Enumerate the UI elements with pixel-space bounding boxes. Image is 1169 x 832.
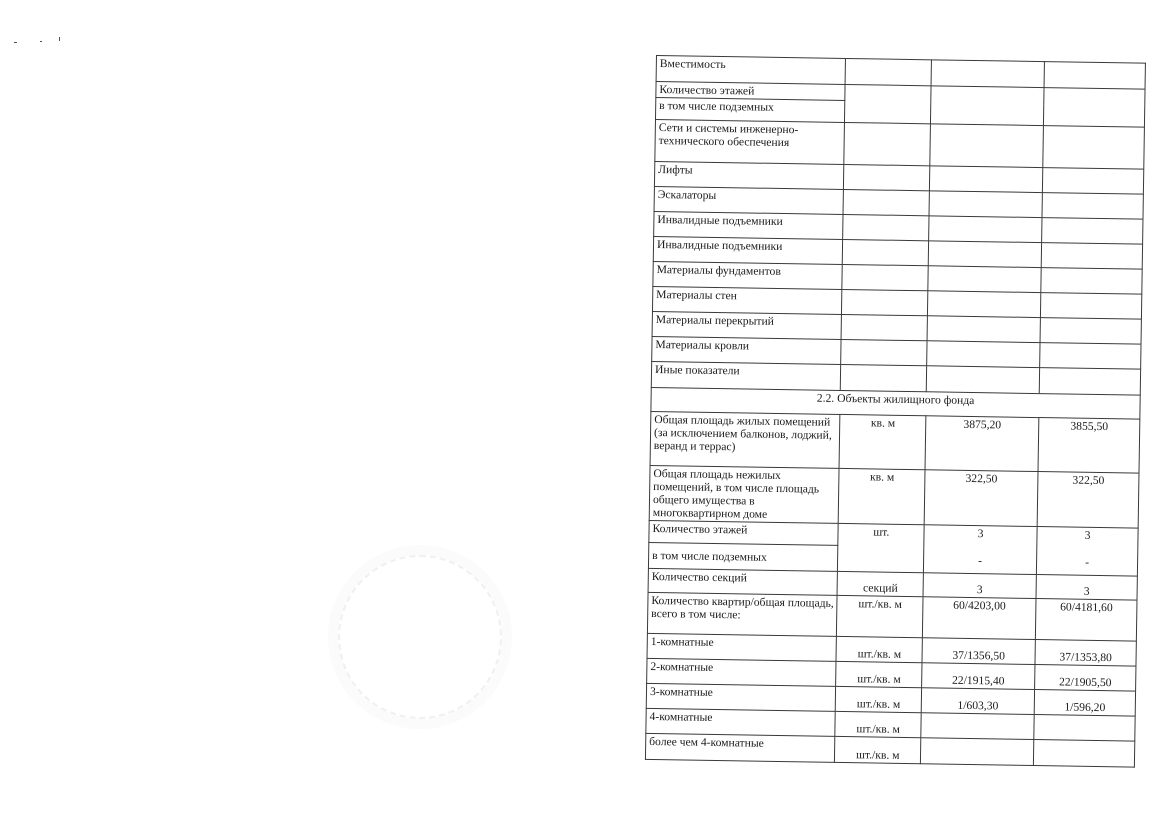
unit-cell [841, 339, 927, 365]
plan-value: - [923, 547, 1036, 575]
unit-cell [843, 239, 929, 265]
unit-cell [845, 84, 931, 123]
unit-cell [842, 289, 928, 315]
plan-cell [929, 191, 1042, 218]
row-label: Сети и системы инженерно-технического обеспечения [655, 119, 845, 164]
table-row [650, 411, 1140, 473]
row-label: Эскалаторы [654, 186, 844, 214]
unit-cell [843, 214, 929, 240]
building-parameters-table [645, 55, 1146, 768]
fact-cell [1042, 218, 1143, 245]
unit-cell [844, 164, 930, 190]
row-label: Вместимость [656, 56, 846, 85]
unit-cell: шт./кв. м [836, 636, 922, 662]
fact-value: 3855,50 [1038, 418, 1140, 474]
scan-speck [59, 37, 60, 41]
plan-cell [927, 291, 1040, 318]
plan-value: 3 [924, 525, 1037, 549]
row-label: Инвалидные подъемники [654, 211, 844, 239]
plan-value: 1/603,30 [921, 688, 1034, 715]
unit-cell: шт./кв. м [836, 686, 922, 712]
row-label: Лифты [654, 161, 844, 189]
plan-value: 3 [923, 573, 1036, 599]
fact-cell [1041, 293, 1142, 320]
unit-cell [842, 264, 928, 290]
fact-cell [1039, 368, 1140, 396]
fact-value: 322,50 [1037, 472, 1139, 529]
row-label: в том числе подземных [648, 542, 838, 571]
plan-value [921, 713, 1034, 740]
unit-cell: шт. [838, 523, 924, 572]
row-label: 1-комнатные [647, 633, 837, 661]
row-label: 3-комнатные [646, 683, 836, 711]
fact-value: 37/1353,80 [1035, 640, 1136, 667]
table-row [649, 465, 1139, 528]
plan-value: 37/1356,50 [922, 638, 1035, 665]
row-label: Материалы фундаментов [653, 261, 843, 289]
row-label: Количество секций [648, 568, 838, 595]
unit-cell: шт./кв. м [836, 661, 922, 687]
fact-value: 22/1905,50 [1035, 665, 1136, 692]
unit-cell [841, 364, 927, 391]
scan-speck [40, 41, 42, 42]
unit-cell: кв. м [839, 468, 925, 524]
unit-cell: секций [838, 571, 924, 596]
row-label: Материалы перекрытий [652, 311, 842, 339]
fact-value: 3 [1037, 527, 1138, 551]
fact-cell [1041, 243, 1142, 270]
row-label: Материалы кровли [652, 336, 842, 364]
unit-cell: кв. м [840, 414, 926, 469]
plan-cell [930, 124, 1044, 168]
plan-value: 22/1915,40 [922, 663, 1035, 690]
row-label: более чем 4-комнатные [645, 733, 835, 762]
plan-cell [929, 166, 1042, 193]
row-label: Общая площадь жилых помещений (за исключением балконов, лоджий, веранд и террас) [650, 411, 840, 468]
fact-cell [1043, 126, 1145, 170]
plan-value: 60/4203,00 [922, 597, 1036, 640]
fact-cell [1042, 193, 1143, 220]
fact-value [1034, 715, 1135, 742]
form-sheet [645, 55, 1146, 783]
unit-cell [844, 189, 930, 215]
plan-cell [930, 86, 1044, 126]
row-label: Количество этажей [656, 82, 846, 101]
plan-cell [927, 316, 1040, 343]
unit-cell: шт./кв. м [835, 711, 921, 737]
row-label: Количество этажей [649, 520, 839, 545]
row-label: Количество квартир/общая площадь, всего в том числе: [647, 592, 837, 636]
fact-cell [1044, 62, 1145, 90]
plan-cell [928, 241, 1041, 268]
plan-cell [929, 216, 1042, 243]
row-label: Иные показатели [651, 361, 841, 390]
fact-value: 1/596,20 [1034, 690, 1135, 717]
plan-cell [926, 366, 1039, 394]
unit-cell: шт./кв. м [837, 595, 923, 637]
unit-cell [846, 58, 932, 85]
section-title: 2.2. Объекты жилищного фонда [651, 387, 1140, 419]
fact-cell [1044, 88, 1145, 128]
fact-value: 60/4181,60 [1035, 599, 1137, 642]
plan-cell [928, 266, 1041, 293]
row-label: 2-комнатные [647, 658, 837, 686]
fact-cell [1043, 168, 1144, 195]
fact-value [1034, 740, 1135, 768]
row-label: Общая площадь нежилых помещений, в том числе площадь общего имущества в многоквартирном доме [649, 465, 839, 523]
unit-cell [842, 314, 928, 340]
plan-cell [931, 60, 1044, 88]
plan-cell [927, 341, 1040, 368]
row-label: в том числе подземных [655, 98, 845, 123]
plan-value: 3875,20 [925, 416, 1039, 472]
fact-cell [1041, 268, 1142, 295]
fact-cell [1040, 318, 1141, 345]
fact-value: 3 [1036, 575, 1137, 601]
row-label: Инвалидные подъемники [653, 236, 843, 264]
scan-speck [14, 42, 17, 43]
plan-value: 322,50 [924, 470, 1038, 527]
fact-value: - [1037, 549, 1138, 577]
fact-cell [1040, 343, 1141, 370]
unit-cell: шт./кв. м [835, 736, 921, 763]
plan-value [920, 738, 1033, 766]
unit-cell [844, 122, 930, 165]
row-label: Материалы стен [652, 286, 842, 314]
faded-stamp [338, 555, 502, 719]
row-label: 4-комнатные [646, 708, 836, 736]
